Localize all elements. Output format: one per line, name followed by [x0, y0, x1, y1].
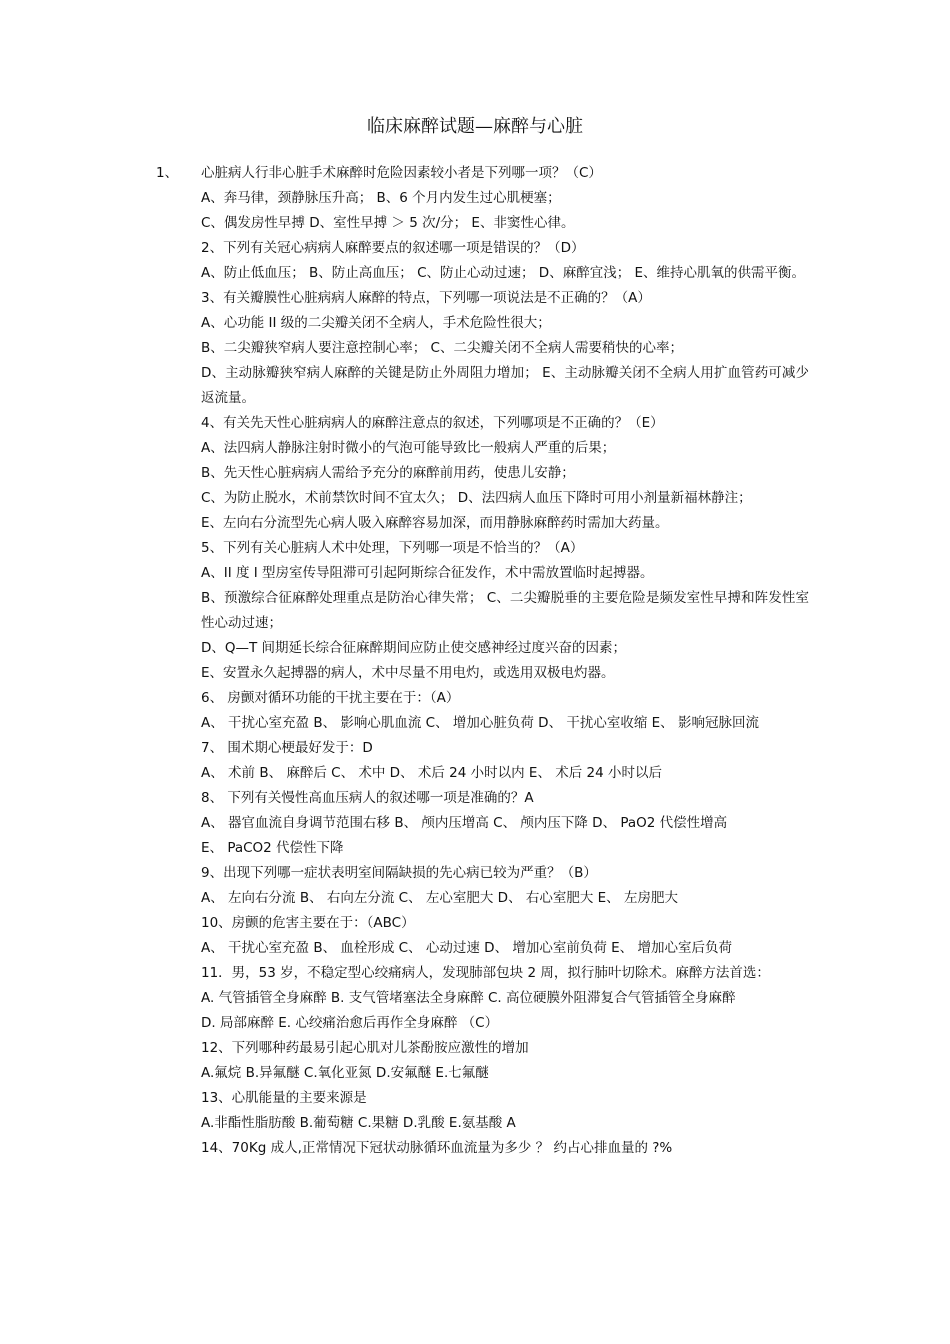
list-item: 10、房颤的危害主要在于：（ABC） — [201, 915, 415, 931]
list-item: D. 局部麻醉 E. 心绞痛治愈后再作全身麻醉 （C） — [201, 1015, 499, 1031]
question-list — [156, 161, 809, 1161]
list-item: 7、 围术期心梗最好发于：D — [201, 740, 373, 756]
list-item: B、二尖瓣狭窄病人要注意控制心率； C、二尖瓣关闭不全病人需要稍快的心率； — [201, 340, 683, 356]
list-item: A、奔马律，颈静脉压升高； B、6 个月内发生过心肌梗塞； — [201, 190, 561, 206]
list-item: A、 左向右分流 B、 右向左分流 C、 左心室肥大 D、 右心室肥大 E、 左房肥大 — [201, 890, 678, 906]
list-item — [156, 161, 809, 186]
list-item: 3、有关瓣膜性心脏病病人麻醉的特点，下列哪一项说法是不正确的？（A） — [201, 290, 651, 306]
list-item: B、先天性心脏病病人需给予充分的麻醉前用药，使患儿安静； — [201, 465, 575, 481]
list-item: 4、有关先天性心脏病病人的麻醉注意点的叙述，下列哪项是不正确的？（E） — [201, 415, 664, 431]
list-item: A、 器官血流自身调节范围右移 B、 颅内压增高 C、 颅内压下降 D、 PaO2 代偿性增高 — [201, 815, 728, 831]
list-item: 6、 房颤对循环功能的干扰主要在于：（A） — [201, 690, 460, 706]
list-item: A、II 度 I 型房室传导阻滞可引起阿斯综合征发作，术中需放置临时起搏器。 — [201, 565, 654, 581]
list-item: B、预激综合征麻醉处理重点是防治心律失常； C、二尖瓣脱垂的主要危险是频发室性早搏和阵发性室性心动过速； — [201, 590, 809, 631]
list-item: 8、 下列有关慢性高血压病人的叙述哪一项是准确的？A — [201, 790, 534, 806]
list-item: A、 干扰心室充盈 B、 血栓形成 C、 心动过速 D、 增加心室前负荷 E、 增加心室后负荷 — [201, 940, 732, 956]
page-title: 临床麻醉试题—麻醉与心脏 — [367, 116, 583, 137]
list-item: 2、下列有关冠心病病人麻醉要点的叙述哪一项是错误的？（D） — [201, 240, 585, 256]
list-item: A、法四病人静脉注射时微小的气泡可能导致比一般病人严重的后果； — [201, 440, 616, 456]
list-item: E、左向右分流型先心病人吸入麻醉容易加深，而用静脉麻醉药时需加大药量。 — [201, 515, 669, 531]
question-text: 心脏病人行非心脏手术麻醉时危险因素较小者是下列哪一项？（C） — [201, 165, 602, 181]
list-item: A. 气管插管全身麻醉 B. 支气管堵塞法全身麻醉 C. 高位硬膜外阻滞复合气管插管全身麻醉 — [201, 990, 736, 1006]
list-item: E、安置永久起搏器的病人，术中尽量不用电灼，或选用双极电灼器。 — [201, 665, 615, 681]
list-item: A.氟烷 B.异氟醚 C.氧化亚氮 D.安氟醚 E.七氟醚 — [201, 1065, 489, 1081]
list-item: A、 干扰心室充盈 B、 影响心肌血流 C、 增加心脏负荷 D、 干扰心室收缩 E、 影响冠脉回流 — [201, 715, 759, 731]
list-item: 11．男，53 岁，不稳定型心绞痛病人，发现肺部包块 2 周，拟行肺叶切除术。麻醉方法首选： — [201, 965, 770, 981]
list-item: 9、出现下列哪一症状表明室间隔缺损的先心病已较为严重？（B） — [201, 865, 597, 881]
list-item: A、防止低血压； B、防止高血压； C、防止心动过速； D、麻醉宜浅； E、维持心肌氧的供需平衡。 — [201, 265, 806, 281]
list-item: 5、下列有关心脏病人术中处理，下列哪一项是不恰当的？（A） — [201, 540, 584, 556]
question-number: 1、 — [156, 165, 179, 181]
list-item: E、 PaCO2 代偿性下降 — [201, 840, 344, 856]
list-item: 14、70Kg 成人,正常情况下冠状动脉循环血流量为多少 ？ 约占心排血量的 ?% — [201, 1140, 673, 1156]
list-item: A.非酯性脂肪酸 B.葡萄糖 C.果糖 D.乳酸 E.氨基酸 A — [201, 1115, 516, 1131]
list-item: C、为防止脱水，术前禁饮时间不宜太久； D、法四病人血压下降时可用小剂量新福林静注； — [201, 490, 752, 506]
list-item: D、主动脉瓣狭窄病人麻醉的关键是防止外周阻力增加； E、主动脉瓣关闭不全病人用扩血管药可减少返流量。 — [201, 365, 809, 406]
list-item: A、心功能 II 级的二尖瓣关闭不全病人，手术危险性很大； — [201, 315, 551, 331]
list-item: C、偶发房性早搏 D、室性早搏 ＞ 5 次/分； E、非窦性心律。 — [201, 215, 575, 231]
list-item: A、 术前 B、 麻醉后 C、 术中 D、 术后 24 小时以内 E、 术后 24 小时以后 — [201, 765, 662, 781]
list-item: 13、心肌能量的主要来源是 — [201, 1090, 367, 1106]
list-item: D、Q—T 间期延长综合征麻醉期间应防止使交感神经过度兴奋的因素； — [201, 640, 627, 656]
list-item: 12、下列哪种药最易引起心肌对儿茶酚胺应激性的增加 — [201, 1040, 529, 1056]
